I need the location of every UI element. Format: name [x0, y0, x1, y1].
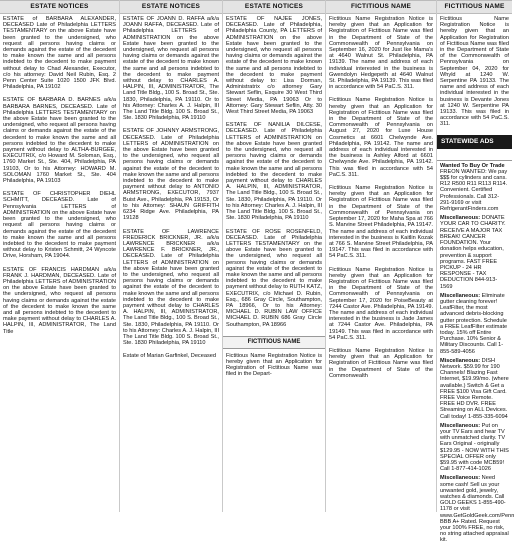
- column-3: [223, 0, 326, 512]
- classified-ad: [440, 423, 509, 473]
- column-2: [120, 0, 223, 512]
- section-header-estate-notices: ESTATE NOTICES: [223, 0, 325, 14]
- estate-notice: ESTATE OF ROSE ROSENFELD, DECEASED. Late of Philadelphia LETTERS TESTAMENTARY on the above Estate have been granted to the undersigned, who request all persons having claims or demands against the estate of the decedent to make known the same and all persons indebted to the decedent to make payment without delay to RUTH KATZ, EXECUTRIX, c/o Michael D. Rubin, Esq., 686 Gray Circle, Southampton, PA 18966, Or to his Attorney: MICHAEL D. RUBIN LAW OFFICE MICHAEL D. RUBIN 686 Gray Circle Southampton, PA 18966: [226, 228, 322, 328]
- section-header-fictitious-name: FICTITIOUS NAME: [326, 0, 436, 14]
- estate-notice: ESTATE OF LAWRENCE FREDERICK BRICKNER, JR. a/k/a LAWRENCE BRICKNER a/k/a LAWRENCE F. BRICKNER, JR., DECEASED. Late of Philadelphia LETTERS of ADMINISTRATION on the above Estate have been granted to the undersigned, who request all persons having claims or demands against the estate of the decedent to make known the same and all persons indebted to the decedent to make payment without delay to CHARLES A. HALPIN, III, ADMINISTRATOR, The Land Title Bldg., 100 S. Broad St., Ste. 1830, Philadelphia, PA 19110. Or to his Attorney: Charles A. J. Halpin, III The Land Title Bldg. 100 S. Broad St., Ste. 1830 Philadelphia, PA 19110: [123, 228, 219, 347]
- fictitious-name-notice: Fictitious Name Registration Notice is hereby given that an Application for Registration of Fictitious Name was filed in the Department of State of the Commonwealth of Pennsylvania on August 27, 2020 for Luxe House Cosmetics at 6601 Chelwynde Ave. Philadelphia, PA 19142. The name and address of each individual interested in the business is Ashley Alford at 6601 Chelwynde Ave. Philadelphia, PA 19142. This was filed in accordance with 54 PaC.S. 311.: [329, 97, 433, 178]
- fictitious-name-notice: Fictitious Name Registration Notice is hereby given that an Application for Registration of Fictitious Name was filed in the Department of State of the Commonwealth of Pennsylvania on September 16, 2020 for Just Ike Mama's at 4640 Walnut St. Philadelphia, PA 19139. The name and address of each individual interested in the business is Gwendolyn Hedgepeth at 4640 Walnut St. Philadelphia, PA 19139. This was filed in accordance with 54 PaC.S. 311.: [329, 16, 433, 91]
- ad-title: Miscellaneous:: [440, 215, 481, 222]
- fictitious-name-notice: Fictitious Name Registration Notice is hereby given that an Application for Registration of Fictitious Name was filed in the Depart-: [226, 352, 322, 378]
- estate-notice: Estate of Marian Garfinkel, Deceased: [123, 353, 216, 360]
- section-header-fictitious-name: FICTITIOUS NAME: [223, 336, 325, 349]
- ad-body: Need some cash! Sell us your unwanted gold, jewelry, watches & diamonds. Call GOLD GEEKS 1-855-490-1178 or visit www.GetGoldGeek.com/Penn BBB A+ Rated. Request your 100% FREE, no risk, no string attached appraisal kit.: [440, 475, 514, 544]
- column-5: [437, 0, 514, 544]
- ad-title: Miscellaneous:: [440, 475, 481, 482]
- classified-ad: [440, 293, 509, 355]
- fictitious-name-notice: Fictitious Name Registration Notice is hereby given that an Application for Registration of Fictitious Name was filed in the Department of State of the Commonwealth of Pennsylvania on September 17, 2020 for PoiseBeauty at 7244 Castor Ave. Philadelphia, PA 19149. The name and address of each individual interested in the business is Jade James at 7244 Castor Ave. Philadelphia, PA 19149. This was filed in accordance with 54 PaC.S. 311.: [329, 266, 433, 341]
- estate-notice: ESTATE OF NAJEE JONES, DECEASED. Late of Philadelphia, Philadelphia County, PA LETTERS of ADMINISTRATION on the above Estate have been granted to the undersigned, who request all persons having claims or demands against the estate of the decedent to make known the same and all persons indebted to the decedent to make payment without delay to: Lisa Dorman, Administratrix c/o attorney Gary Stewart Seflin, Esquire 30 West Third Street Media, PA 19063 Or to Attorney: Gary Stewart Seflin, Atty. 30 West Third Street Media, PA 19063: [226, 16, 322, 116]
- ad-body: Eliminate gutter cleaning forever! LeafFilter, the most advanced debris-blocking gutter protection. Schedule a FREE LeafFilter estimate today. 15% off Entire Purchase. 10% Senior & Military Discounts. Call 1-855-589-4056: [440, 292, 508, 355]
- estate-notice: ESTATE OF CHRISTOPHER DIEHL SCHMITT, DECEASED. Late of Pennsylvania LETTERS of ADMINISTRATION on the above Estate have been granted to the undersigned, who request all persons having claims or demands against the estate of the decedent to make known the same and all persons indebted to the decedent to make payment without delay to Kristen Schmitt, 24 Wyncote Drive, Horsham, PA 19044.: [3, 191, 116, 260]
- ad-title: Miscellaneous:: [440, 292, 481, 299]
- classified-ad: [440, 215, 509, 289]
- estate-notice: ESTATE of BARBARA ALEXANDER, DECEASED Late of Philadelphia LETTERS TESTAMENTARY on the above Estate have been granted to the undersigned, who request all persons having claims or demands against the estate of the decedent to make known the same and all persons indebted to the decedent to make payment without delay to Chad Alexander, Executor, c/o his attorney: David Neil Rubin, Esq. 2 Penn Center Suite 1020 1500 JFK Blvd. Philadelphia, PA 19102: [3, 16, 116, 91]
- column-1: [0, 0, 120, 512]
- section-header-fictitious-name: FICTITIOUS NAME: [437, 0, 512, 14]
- classified-ad: [440, 163, 509, 213]
- classified-ad: [440, 475, 514, 544]
- estate-notice: ESTATE OF JOANN D. RAFFA a/k/a JOANN RAFFA, DECEASED. Late of Philadelphia LETTERS of ADMINISTRATION on the above Estate have been granted to the undersigned, who request all persons having claims or demands against the estate of the decedent to make known the same and all persons indebted to the decedent to make payment without delay to CHARLES A. HALPIN, III, ADMINISTRATOR, The Land Title Bldg., 100 S. Broad St., Ste. 1830, Philadelphia, PA 19110. Or to his Attorney: Charles A. J. Halpin, III The Land Title Bldg. 100 S. Broad St., Ste. 1830 Philadelphia, PA 19110: [123, 16, 219, 122]
- estate-notice: ESTATE OF FRANCIS HARDMAN a/k/a FRANK J. HARDMAN, DECEASED. Late of Philadelphia LETTERS of ADMINISTRATION on the above Estate have been granted to the undersigned, who request all persons having claims or demands against the estate of the decedent to make known the same and all persons indebted to the decedent to make payment without delay to CHARLES A. HALPIN, III, ADMINISTRATOR, The Land Title: [3, 266, 116, 335]
- estate-notice: ESTATE OF NANILIA DILCESE, DECEASED. Late of Philadelphia LETTERS of ADMINISTRATION on the above Estate have been granted to the undersigned, who request all persons having claims or demands against the estate of the decedent to make known the same and all persons indebted to the decedent to make payment without delay to CHARLES A. HALPIN, III, ADMINISTRATOR, The Land Title Bldg., 100 S. Broad St., Ste. 1830, Philadelphia, PA 19110. Or to his Attorney: Charles A. J. Halpin, III The Land Title Bldg. 100 S. Broad St., Ste. 1830 Philadelphia, PA 19110: [226, 122, 322, 222]
- ad-body: DISH Network. $59.99 for 190 Channels! Blazing Fast Internet, $19.99/mo. (where available.) Switch & Get a FREE $100 Visa Gift Card. FREE Voice Remote. FREE HD DVR. FREE Streaming on ALL Devices. Call today! 1-855-335-6094: [440, 357, 509, 420]
- section-header-statewide-ads: STATEWIDE ADS: [437, 135, 512, 149]
- ad-body: FREON WANTED: We pay $$$ for cylinders and cans. R12 R500 R11 R113 R114. Convenient. Certified Professionals. Call 312-291-9169 or visit RefrigerantFinders.com: [440, 168, 508, 213]
- estate-notice: ESTATE OF BARBARA D. BARNES a/k/a BARBARA BARNES, DECEASED. Late of Philadelphia LETTERS TESTAMENTARY on the above Estate have been granted to the undersigned, who request all persons having claims or demands against the estate of the decedent to make known the same and all persons indebted to the decedent to make payment without delay to ALTHA-BURGEE, EXECUTRIX, c/o Howard M. Soloman, Esq., 1760 Market St., Ste. 404, Philadelphia, PA 19103, Or to his Attorney: HOWARD M. SOLOMAN 1760 Market St., Ste. 404 Philadelphia, PA 19103: [3, 97, 116, 185]
- ad-title: Wanted To Buy Or Trade: [440, 162, 505, 169]
- ad-title: Miscellaneous:: [440, 422, 481, 429]
- section-divider: [437, 151, 512, 161]
- section-header-estate-notices: ESTATE NOTICES: [0, 0, 119, 14]
- classified-ad: [440, 358, 509, 420]
- ad-body: DONATE YOUR CAR TO CHARITY. RECEIVE A MAJOR TAX BREAK! CANCER FOUNDATION. Your donation helps education, prevention & support programs. FAST FREE PICKUP - 24 HR RESPONSE - TAX DEDUCTION 844-913-1569: [440, 215, 506, 290]
- fictitious-name-notice: Fictitious Name Registration Notice is hereby given that an Application for Registration of Fictitious Name was filed in the Department of State of the Commonwealth of Pennsylvania on September 04, 2020 for Whyld at 1240 W. Serpentine PA 19133. The name and address of each individual interested in the business is Devante Jones at 1240 W. Serpentine PA 19133. This was filed in accordance with 54 PaC.S. 311.: [440, 16, 509, 128]
- section-header-estate-notices: ESTATE NOTICES: [120, 0, 222, 14]
- ad-title: Miscellaneous:: [440, 357, 481, 364]
- ad-body: Put on your TV Ears and hear TV with unmatched clarity. TV Ears Original - originally $129.95 - NOW WITH THIS SPECIAL OFFER only $59.95 with code MCB59! Call 1-877-414-1026: [440, 422, 509, 473]
- column-4: [326, 0, 437, 512]
- fictitious-name-notice: Fictitious Name Registration Notice is hereby given that an Application for Registration of Fictitious Name was filed in the Department of State of the Commonwealth of Pennsylvania on September 17, 2020 for Maha Spa at 766 S. Marvine Street Philadelphia, PA 19147. The name and address of each individual interested in the business is Kaitlin Kozak at 766 S. Marvine Street Philadelphia, PA 19147. This was filed in accordance with 54 PaC.S. 311.: [329, 185, 433, 260]
- fictitious-name-notice: Fictitious Name Registration Notice is hereby given that an Application for Registration of Fictitious Name was filed in the Department of State of the Commonwealth: [329, 347, 433, 379]
- estate-notice: ESTATE OF JOHNNY ARMSTRONG, DECEASED. Late of Philadelphia LETTERS of ADMINISTRATION on the above Estate have been granted to the undersigned, who request all persons having claims or demands against the estate of the decedent to make known the same and all persons indebted to the decedent to make payment without delay to ANTONIO ARMSTRONG, EXECUTOR, 7937 Buist Ave., Philadelphia, PA 19153, Or to his Attorney: SHAUN GRIFFITH 6234 Ridge Ave. Philadelphia, PA 19128: [123, 128, 219, 222]
